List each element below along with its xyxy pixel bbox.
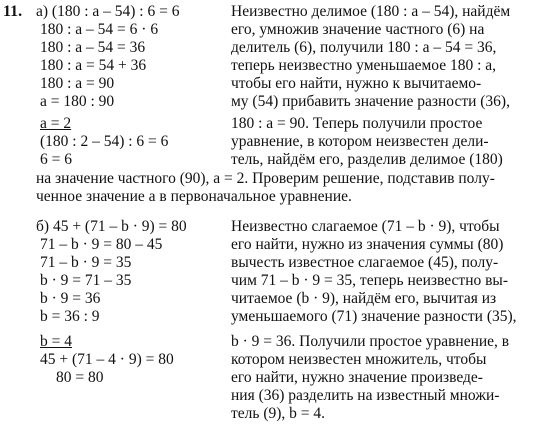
part-b-explanation-line: его найти, нужно значение произведе-	[231, 369, 483, 386]
part-a-step: 180 : a – 54 = 36	[40, 39, 146, 56]
part-b-explanation-line: его найти, нужно из значения суммы (80)	[231, 236, 504, 253]
part-a-step: 180 : a = 54 + 36	[40, 57, 147, 74]
part-b-explanation-line: Неизвестно слагаемое (71 – b · 9), чтобы	[231, 218, 500, 235]
part-b-equation: 45 + (71 – b · 9) = 80	[52, 218, 187, 235]
part-a-explanation-line: теперь неизвестно уменьшаемое 180 : a,	[231, 57, 497, 74]
part-a-step: a = 180 : 90	[40, 93, 115, 110]
part-a-answer: a = 2	[40, 115, 72, 132]
part-b-answer: b = 4	[40, 333, 72, 350]
part-b-step: 71 – b · 9 = 35	[40, 254, 132, 271]
part-b-equation-line	[36, 218, 187, 236]
part-a-explanation-line: его, умножив значение частного (6) на	[231, 21, 485, 38]
part-b-explanation-line: читаемое (b · 9), найдём его, вычитая из	[231, 290, 497, 307]
part-a-check: 6 = 6	[40, 151, 72, 168]
part-b-label: б)	[36, 218, 50, 235]
part-b-step: b · 9 = 36	[40, 290, 101, 307]
part-a-explanation-full: на значение частного (90), a = 2. Проверим решение, подставив полу-	[36, 170, 495, 187]
part-a-explanation-line: делитель (6), получили 180 : a – 54 = 36,	[231, 39, 497, 56]
part-a-equation: (180 : a – 54) : 6 = 6	[51, 3, 180, 20]
part-a-step: 180 : a = 90	[40, 75, 115, 92]
part-a-equation-line	[36, 3, 179, 21]
part-a-label: а)	[36, 3, 49, 20]
part-b-explanation-line: b · 9 = 36. Получили простое уравнение, в	[231, 333, 510, 350]
part-b-check: 80 = 80	[56, 369, 104, 386]
part-a-explanation-line: му (54) прибавить значение разности (36),	[231, 93, 510, 110]
part-b-explanation-line: чим 71 – b · 9 = 35, теперь неизвестно вы-	[231, 272, 509, 289]
part-b-step: b · 9 = 71 – 35	[40, 272, 132, 289]
part-a-explanation-line: Неизвестно делимое (180 : a – 54), найдём	[231, 3, 511, 20]
part-b-check: 45 + (71 – 4 · 9) = 80	[40, 351, 174, 368]
part-a-explanation-full: ченное значение a в первоначальное уравнение.	[36, 188, 352, 205]
part-b-explanation-line: ния (36) разделить на известный множи-	[231, 387, 500, 404]
part-a-explanation-line: уравнение, в котором неизвестен дели-	[231, 133, 489, 150]
part-a-step: 180 : a – 54 = 6 · 6	[40, 21, 159, 38]
part-b-explanation-line: уменьшаемого (71) значение разности (35),	[231, 308, 517, 325]
part-b-step: 71 – b · 9 = 80 – 45	[40, 236, 163, 253]
part-b-step: b = 36 : 9	[40, 308, 100, 325]
problem-number: 11.	[3, 3, 23, 20]
part-b-explanation-line: тель (9), b = 4.	[231, 405, 326, 422]
part-a-check: (180 : 2 – 54) : 6 = 6	[40, 133, 169, 150]
part-b-explanation-line: котором неизвестен множитель, чтобы	[231, 351, 487, 368]
part-b-explanation-line: вычесть известное слагаемое (45), полу-	[231, 254, 499, 271]
part-a-explanation-line: тель, найдём его, разделив делимое (180)	[231, 151, 503, 168]
part-a-explanation-line: 180 : a = 90. Теперь получили простое	[231, 115, 483, 132]
part-a-explanation-line: чтобы его найти, нужно к вычитаемо-	[231, 75, 482, 92]
